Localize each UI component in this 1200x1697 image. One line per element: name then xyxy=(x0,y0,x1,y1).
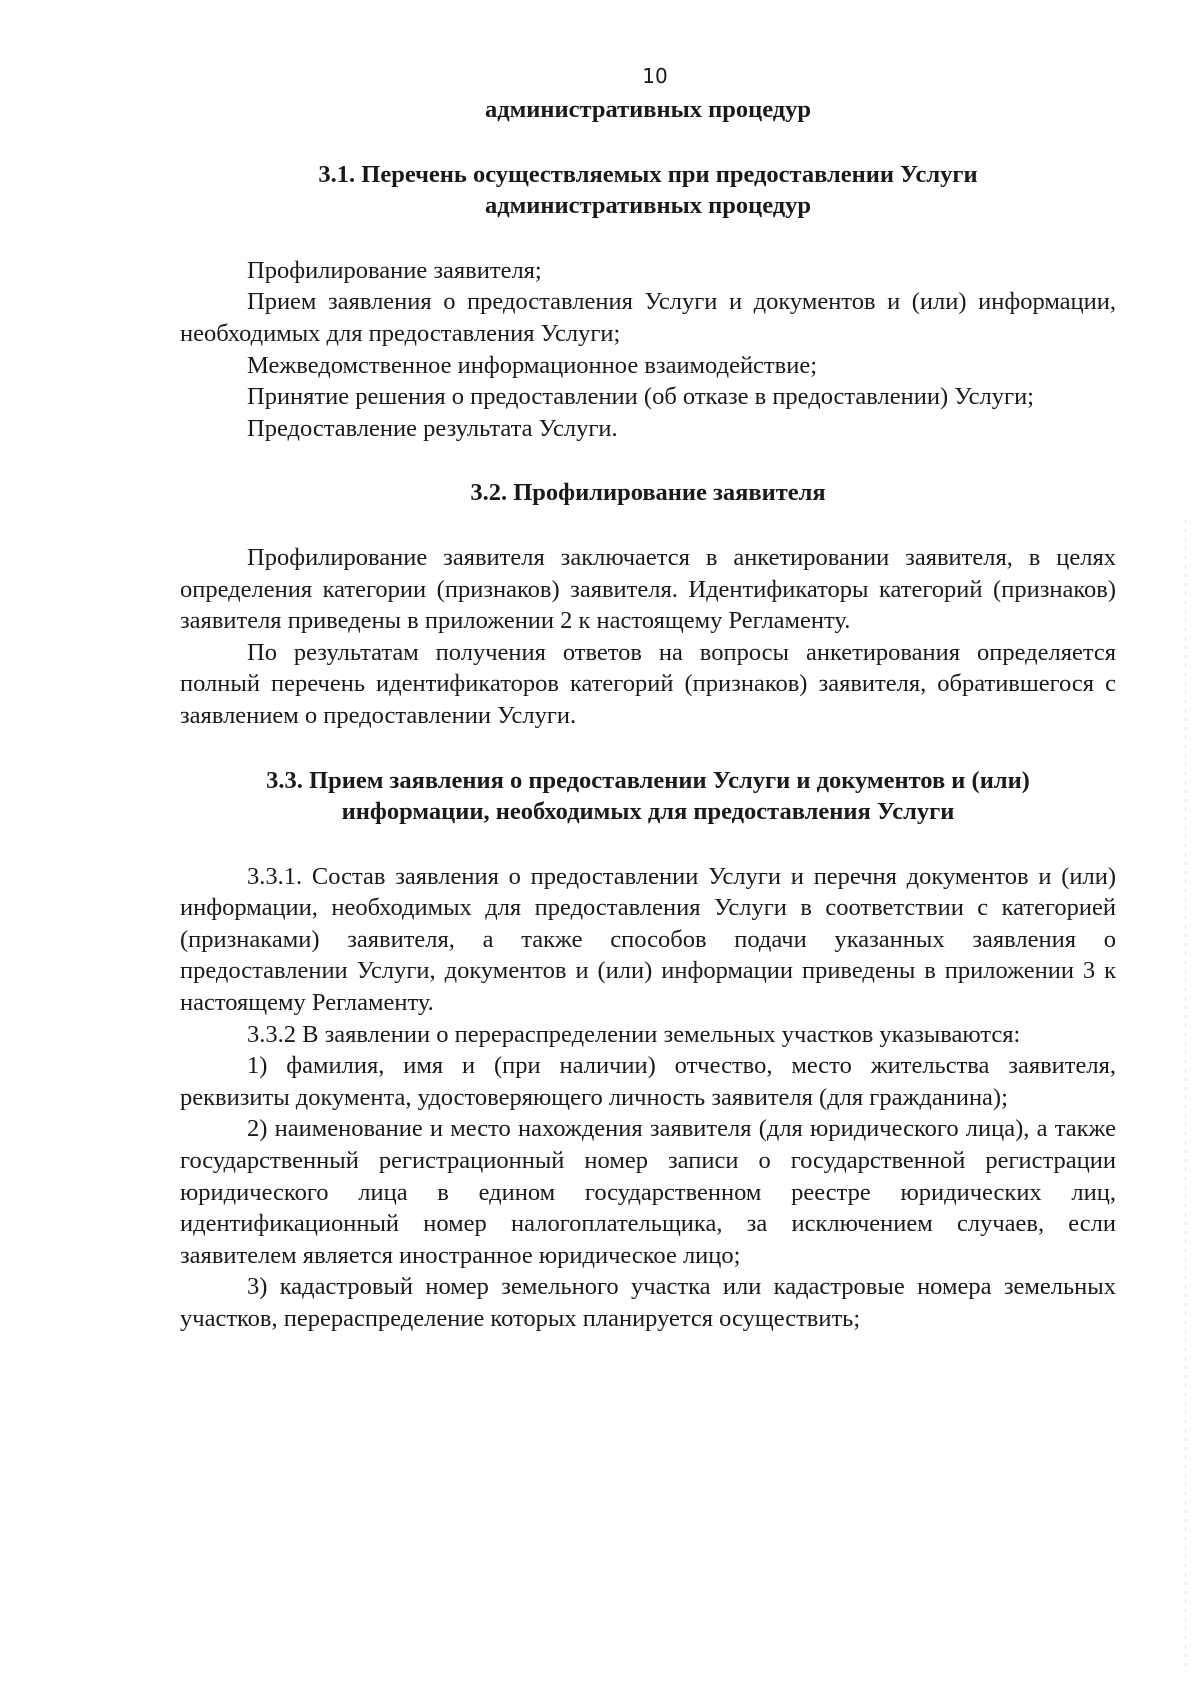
section-3-1-title-line-1: 3.1. Перечень осуществляемых при предоставлении Услуги xyxy=(318,160,978,188)
scan-edge-artifact xyxy=(1185,520,1186,1670)
section-3-3-title-line-1: 3.3. Прием заявления о предоставлении Услуги и документов и (или) xyxy=(266,766,1030,794)
section-3-2 xyxy=(180,477,1116,731)
page-number: 10 xyxy=(642,64,668,88)
paragraph: 2) наименование и место нахождения заявителя (для юридического лица), а также государственный регистрационный номер записи о государственной регистрации юридического лица в едином государственном реестре юридических лиц, идентификационный номер налогоплательщика, за исключением случаев, если заявителем является иностранное юридическое лицо; xyxy=(180,1115,1116,1269)
document-body xyxy=(180,94,1116,1335)
section-3-1-title-line-2: административных процедур xyxy=(484,192,812,220)
section-3-3 xyxy=(180,765,1116,1335)
paragraph: Межведомственное информационное взаимодействие; xyxy=(247,351,817,379)
paragraph: 1) фамилия, имя и (при наличии) отчество, место жительства заявителя, реквизиты документа, удостоверяющего личность заявителя (для гражданина); xyxy=(180,1052,1116,1111)
paragraph: По результатам получения ответов на вопросы анкетирования определяется полный перечень идентификаторов категорий (признаков) заявителя, обратившегося с заявлением о предоставлении Услуги. xyxy=(180,638,1116,729)
paragraph: 3.3.1. Состав заявления о предоставлении Услуги и перечня документов и (или) информации, необходимых для предоставления Услуги в соответствии с категорией (признаками) заявителя, а также способов подачи указанных заявления о предоставлении Услуги, документов и (или) информации приведены в приложении 3 к настоящему Регламенту. xyxy=(180,862,1116,1017)
paragraph: 3) кадастровый номер земельного участка или кадастровые номера земельных участков, перераспределение которых планируется осуществить; xyxy=(180,1273,1116,1332)
paragraph: Прием заявления о предоставления Услуги и документов и (или) информации, необходимых для предоставления Услуги; xyxy=(180,288,1116,347)
section-3-2-title: 3.2. Профилирование заявителя xyxy=(470,479,826,507)
paragraph: 3.3.2 В заявлении о перераспределении земельных участков указываются: xyxy=(247,1020,1021,1048)
header-continuation: административных процедур xyxy=(484,96,812,123)
section-3-3-title-line-2: информации, необходимых для предоставления Услуги xyxy=(341,798,955,826)
paragraph: Предоставление результата Услуги. xyxy=(247,414,618,442)
section-3-1 xyxy=(180,159,1116,445)
paragraph: Профилирование заявителя заключается в анкетировании заявителя, в целях определения категории (признаков) заявителя. Идентификаторы категорий (признаков) заявителя приведены в приложении 2 к настоящему Регламенту. xyxy=(180,543,1116,635)
paragraph: Принятие решения о предоставлении (об отказе в предоставлении) Услуги; xyxy=(247,383,1034,411)
paragraph: Профилирование заявителя; xyxy=(247,256,542,284)
